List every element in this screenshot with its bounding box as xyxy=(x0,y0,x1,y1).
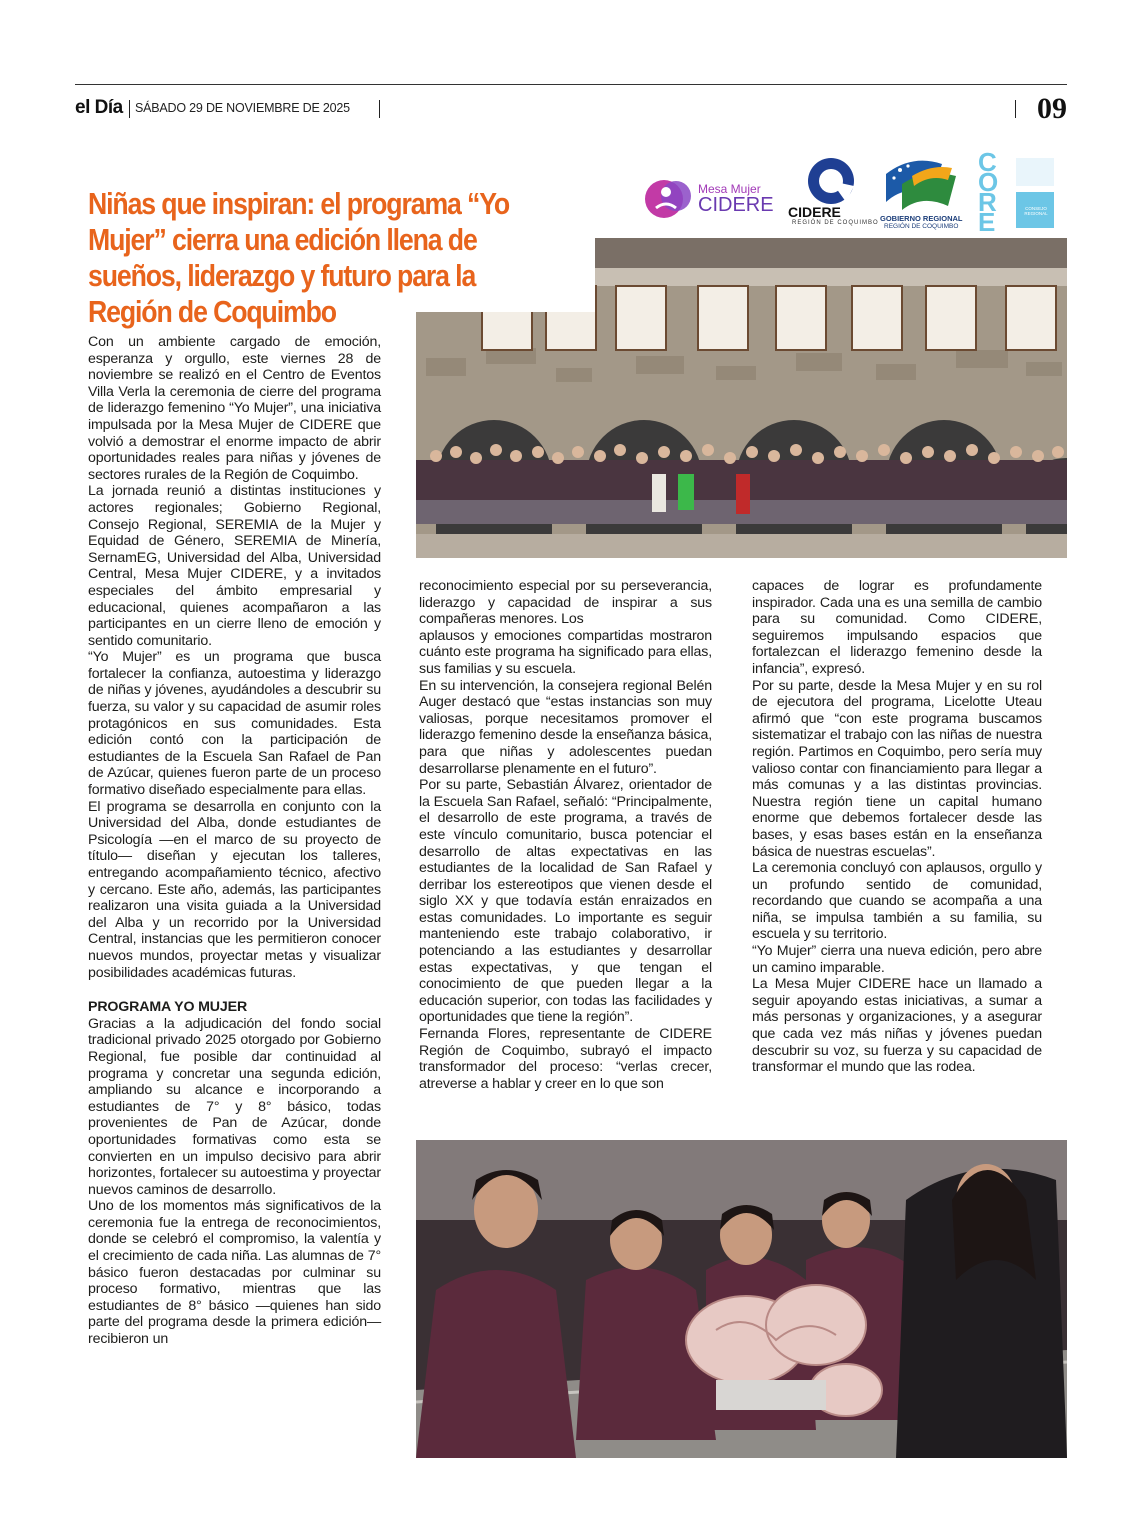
paragraph: Gracias a la adjudicación del fondo social tradicional privado 2025 otorgado por Gobierno Regional, fue posible dar continuidad al programa y concretar una segunda edición, ampliando su alcance e incorporando a estudiantes de 7° y 8° básico, todas provenientes de Pan de Azúcar, donde oportunidades formativas como esta se convierten en un impulso decisivo para abrir horizontes, fortalecer su autoestima y proyectar nuevos caminos de desarrollo. xyxy=(88,1015,381,1198)
section-subhead: PROGRAMA YO MUJER xyxy=(88,999,248,1016)
issue-date: SÁBADO 29 DE NOVIEMBRE DE 2025 xyxy=(135,101,350,115)
cidere-subtext: REGIÓN DE COQUIMBO xyxy=(792,220,879,226)
core-block xyxy=(1016,158,1054,186)
paragraph: Por su parte, Sebastián Álvarez, orientador de la Escuela San Rafael, señaló: “Principalmente, el desarrollo de este programa, a través de este vínculo comunitario, busca potenciar el desarrollo de altas expectativas en las estudiantes de la localidad de San Rafael y derribar los estereotipos que vienen desde el siglo XX y que todavía están enraizados en estas comunidades. Lo importante es seguir manteniendo este trabajo colaborativo, ir potenciando a las estudiantes y desarrollar estas expectativas, y que tengan el conocimiento de que pueden llegar a la educación superior, con todas las facilidades y oportunidades que tiene la región”. xyxy=(419,777,712,1026)
cidere-text: CIDERE xyxy=(788,204,841,220)
paragraph: Por su parte, desde la Mesa Mujer y en su rol de ejecutora del programa, Licelotte Uteau afirmó que “con este programa buscamos sistematizar el trabajo con las niñas de nuestra región. Partimos en Coquimbo, pero sería muy valioso contar con financiamiento para llegar a más comunas y a las distintas provincias. Nuestra región tiene un capital humano enorme que debemos fortalecer desde las bases, y esas bases están en la enseñanza básica de nuestras escuelas”. xyxy=(752,677,1042,860)
mesa-mujer-text: Mesa Mujer xyxy=(698,182,761,196)
page-number: 09 xyxy=(1037,92,1067,125)
article-title: Niñas que inspiran: el programa “Yo Mujer” cierra una edición llena de sueños, liderazgo y futuro para la Región de Coquimbo xyxy=(88,186,510,329)
top-rule xyxy=(75,84,1067,85)
paragraph: La ceremonia concluyó con aplausos, orgullo y un profundo sentido de comunidad, recordando que cuando se acompaña a una niña, se impulsa también a su familia, su escuela y su territorio. xyxy=(752,860,1042,943)
paragraph: Uno de los momentos más significativos de la ceremonia fue la entrega de reconocimientos, donde se celebró el compromiso, la valentía y el crecimiento de cada niña. Las alumnas de 7° básico fueron destacadas por culminar su proceso formativo, mientras que las estudiantes de 8° básico —quienes han sido parte del programa desde la primera edición— recibieron un xyxy=(88,1198,381,1348)
paragraph: La jornada reunió a distintas instituciones y actores regionales; Gobierno Regional, Consejo Regional, SEREMIA de la Mujer y Equidad de Género, SEREMIA de Minería, SernamEG, Universidad del Alba, Universidad Central, Mesa Mujer CIDERE, y a invitados especiales del ámbito empresarial y educacional, quienes acompañaron a las participantes en un cierre lleno de emoción y sentido comunitario. xyxy=(88,483,381,649)
article-column-1 xyxy=(88,334,381,1348)
mesa-mujer-cidere: CIDERE xyxy=(698,194,774,216)
article-column-3 xyxy=(752,578,1042,1076)
paragraph: La Mesa Mujer CIDERE hace un llamado a seguir apoyando estas iniciativas, a sumar a más personas y organizaciones, y a asegurar que cada vez más niñas y jóvenes puedan descubrir su voz, su fuerza y su capacidad de transformar el mundo que las rodea. xyxy=(752,976,1042,1076)
header-divider xyxy=(379,100,380,118)
paragraph: Con un ambiente cargado de emoción, esperanza y orgullo, este viernes 28 de noviembre se realizó en el Centro de Eventos Villa Verla la ceremonia de cierre del programa de liderazgo femenino “Yo Mujer”, una iniciativa impulsada por la Mesa Mujer de CIDERE que volvió a demostrar el enorme impacto de abrir oportunidades reales para niñas y jóvenes de sectores rurales de la Región de Coquimbo. xyxy=(88,334,381,483)
paragraph: El programa se desarrolla en conjunto con la Universidad del Alba, donde estudiantes de Psicología —en el marco de su proyecto de título— diseñan y ejecutan los talleres, entregando acompañamiento técnico, afectivo y cercano. Este año, además, las participantes realizaron una visita guiada a la Universidad del Alba y un recorrido por la Universidad Central, instancias que les permitieron conocer nuevos mundos, proyectar metas y visualizar posibilidades académicas futuras. xyxy=(88,798,381,981)
paragraph: “Yo Mujer” es un programa que busca fortalecer la confianza, autoestima y liderazgo de niñas y jóvenes, ayudándoles a descubrir su fuerza, su valor y su capacidad de asumir roles protagónicos en sus comunidades. Esta edición contó con la participación de estudiantes de la Escuela San Rafael de Pan de Azúcar, quienes fueron parte de un proceso formativo diseñado especialmente para ellas. xyxy=(88,649,381,799)
core-letters: CORE xyxy=(978,147,999,237)
paper-name: el Día xyxy=(75,97,123,118)
sponsor-logos xyxy=(636,147,1066,237)
students-photo-illustration xyxy=(416,1140,1067,1458)
cidere-logo xyxy=(806,156,856,206)
header-divider xyxy=(1015,100,1016,118)
article-column-2 xyxy=(419,578,712,1092)
paragraph: reconocimiento especial por su perseverancia, liderazgo y capacidad de inspirar a sus compañeras menores. Los xyxy=(419,578,712,628)
gobierno-regional-subtext: REGIÓN DE COQUIMBO xyxy=(884,223,959,230)
paragraph: aplausos y emociones compartidas mostraron cuánto este programa ha significado para ellas, sus familias y su escuela. xyxy=(419,627,712,677)
core-logo xyxy=(978,147,1056,237)
header-divider xyxy=(129,100,130,118)
core-subtext: CONSEJO REGIONAL xyxy=(1024,206,1048,216)
paragraph: “Yo Mujer” cierra una nueva edición, pero abre un camino imparable. xyxy=(752,943,1042,976)
paragraph: capaces de lograr es profundamente inspirador. Cada una es una semilla de cambio para su comunidad. Como CIDERE, seguiremos impulsando espacios que fortalezcan el liderazgo femenino desde la infancia”, expresó. xyxy=(752,578,1042,677)
gobierno-regional-text: GOBIERNO REGIONAL xyxy=(880,214,963,223)
students-photo xyxy=(416,1140,1067,1458)
page-header xyxy=(75,92,1067,124)
gobierno-regional-logo xyxy=(882,154,962,212)
paragraph: En su intervención, la consejera regional Belén Auger destacó que “estas instancias son muy valiosas, porque necesitamos promover el liderazgo femenino desde la enseñanza básica, para que niñas y adolescentes puedan desarrollarse plenamente en el futuro”. xyxy=(419,677,712,777)
paragraph: Fernanda Flores, representante de CIDERE Región de Coquimbo, subrayó el impacto transformador del proceso: “verlas crecer, atreverse a hablar y creer en lo que son xyxy=(419,1026,712,1092)
mesa-mujer-logo xyxy=(642,178,694,220)
